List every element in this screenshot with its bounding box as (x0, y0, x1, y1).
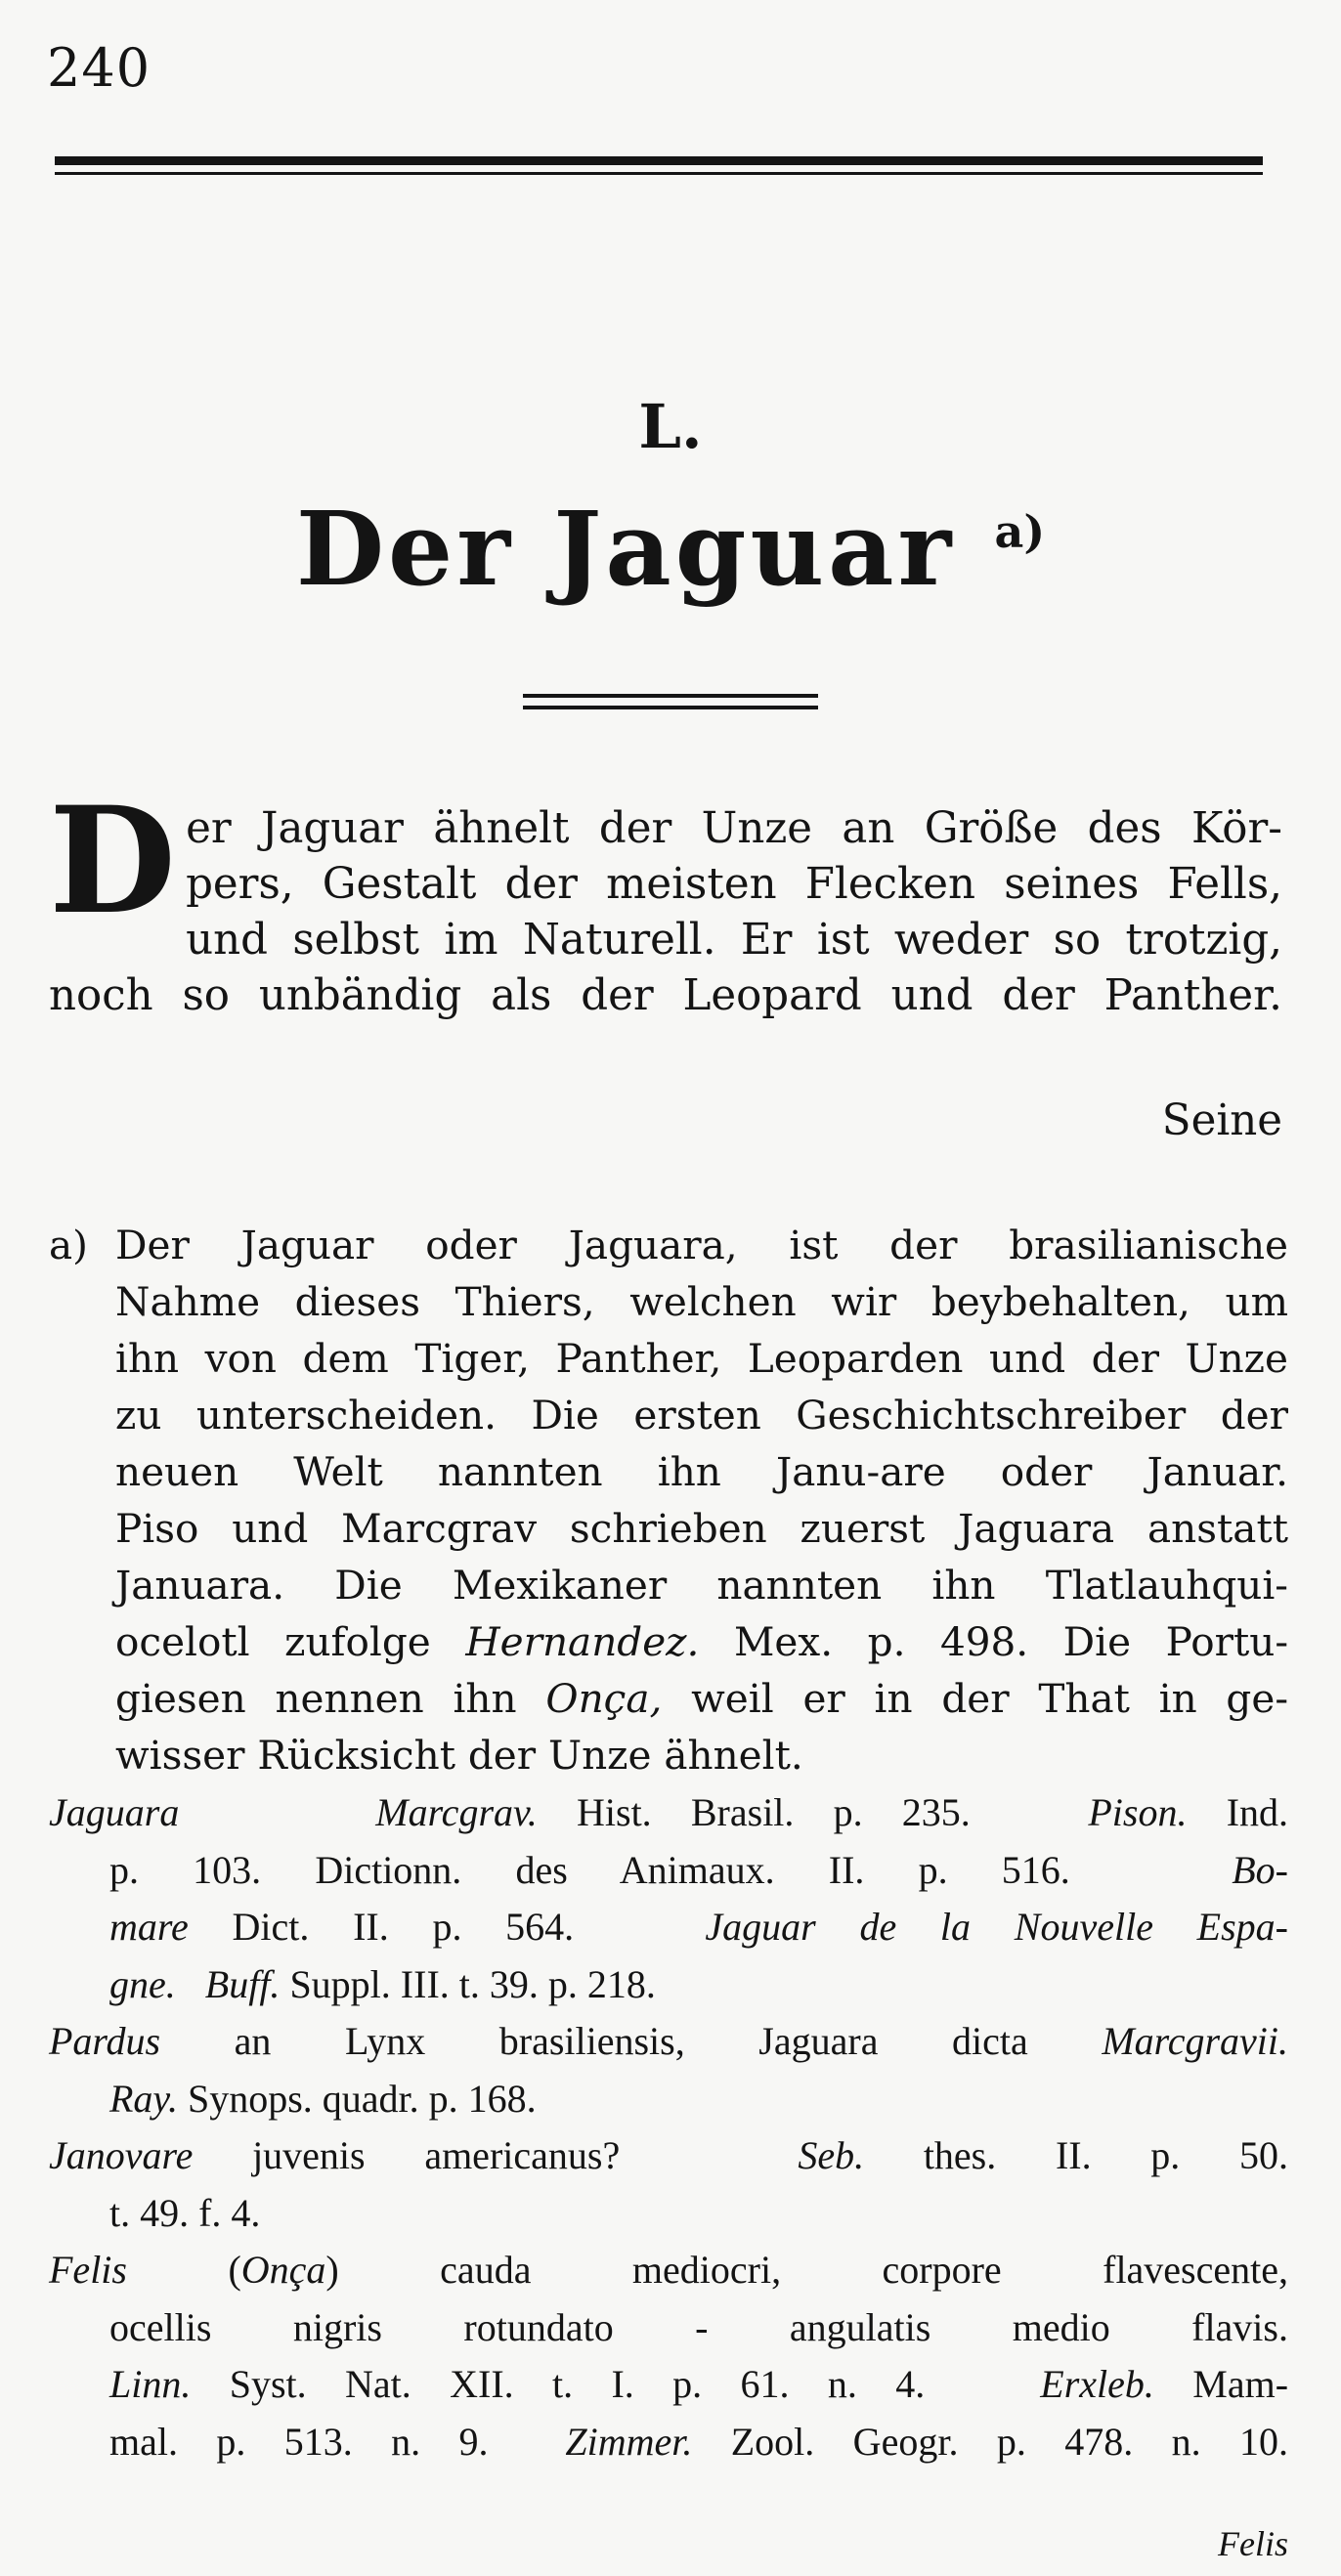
footnote-line: zu unterscheiden. Die ersten Geschichtschreiber der (115, 1392, 1288, 1438)
main-line: pers, Gestalt der meisten Flecken seines Fells, (186, 860, 1282, 909)
footnote-line: Nahme dieses Thiers, welchen wir beybehalten, um (115, 1278, 1288, 1325)
ref-italic: Bo- (1232, 1847, 1289, 1892)
ref-italic: Pardus (49, 2019, 161, 2063)
footnote (49, 1217, 1288, 1783)
reference-list (49, 1784, 1289, 2470)
ref-text: thes. II. p. 50. (923, 2133, 1289, 2177)
ref-text: ) cauda mediocri, corpore flavescente, (325, 2248, 1288, 2292)
ref-text: Hist. Brasil. p. 235. (577, 1790, 971, 1834)
footnote-text: weil er in der That in ge- (691, 1675, 1288, 1722)
footnote-line: Der Jaguar oder Jaguara, ist der brasilianische (115, 1222, 1288, 1268)
ref-italic: Felis (49, 2248, 127, 2292)
chapter-title-text: Der Jaguar (295, 489, 956, 609)
ref-italic: Erxleb. (1040, 2362, 1154, 2406)
ref-italic: Linn. (109, 2362, 192, 2406)
ref-text: juvenis americanus? (252, 2133, 621, 2177)
reference-line: t. 49. f. 4. (109, 2190, 261, 2235)
ref-italic: Zimmer. (565, 2419, 693, 2464)
ref-italic: gne. (109, 1961, 176, 2006)
footer-catchword: Felis (1218, 2524, 1288, 2563)
reference-line (109, 1899, 1288, 1956)
reference-entry (49, 1784, 1289, 2013)
footnote-line: Piso und Marcgrav schrieben zuerst Jaguara anstatt (115, 1505, 1288, 1552)
header-rule-thick (55, 156, 1263, 165)
ref-italic: mare (109, 1905, 189, 1949)
reference-line: ocellis nigris rotundato - angulatis medio flavis. (109, 2304, 1288, 2349)
ref-italic: Ray. (109, 2076, 178, 2121)
reference-line (109, 2071, 1288, 2128)
ref-italic: Seb. (798, 2133, 865, 2177)
ref-text: Ind. (1226, 1790, 1289, 1834)
footnote-line: neuen Welt nannten ihn Janu-are oder Januar. (115, 1448, 1288, 1495)
ref-text: Dict. II. p. 564. (232, 1905, 575, 1949)
footnote-line: ihn von dem Tiger, Panther, Leoparden und der Unze (115, 1335, 1288, 1382)
ref-italic: Marcgrav. (375, 1790, 538, 1834)
reference-line (109, 1842, 1288, 1900)
drop-cap: D (49, 775, 177, 947)
ref-text: Synops. quadr. p. 168. (187, 2076, 537, 2121)
ref-italic: Jaguar de la Nouvelle Espa- (705, 1905, 1288, 1949)
footnote-label: a) (49, 1222, 88, 1268)
ref-italic: Jaguara (49, 1790, 180, 1834)
catchword: Seine (1161, 1096, 1282, 1145)
ref-text: Suppl. III. t. 39. p. 218. (289, 1961, 656, 2006)
reference-line (109, 2356, 1288, 2414)
reference-line (49, 1784, 1288, 1842)
ref-italic: Onça (240, 2248, 326, 2292)
main-line: und selbst im Naturell. Er ist weder so trotzig, (186, 916, 1282, 965)
chapter-title (0, 489, 1341, 609)
ref-text: Syst. Nat. XII. t. I. p. 61. n. 4. (229, 2362, 926, 2406)
ref-italic: Pison. (1088, 1790, 1188, 1834)
footnote-marker: a) (994, 505, 1046, 558)
reference-entry (49, 2242, 1289, 2470)
reference-line (109, 2414, 1288, 2471)
ref-text: Zool. Geogr. p. 478. n. 10. (730, 2419, 1288, 2464)
ref-text: Mam- (1192, 2362, 1289, 2406)
footnote-author: Hernandez. (465, 1618, 700, 1665)
main-line: noch so unbändig als der Leopard und der Panther. (49, 971, 1282, 1020)
reference-line (49, 2127, 1288, 2185)
reference-line (49, 2242, 1288, 2299)
ref-italic: Buff. (204, 1961, 281, 2006)
main-paragraph (49, 775, 1282, 1024)
ref-text: ( (228, 2248, 241, 2292)
footnote-term: Onça, (545, 1675, 663, 1722)
footnote-text: Mex. p. 498. Die Portu- (733, 1618, 1289, 1665)
footnote-line: wisser Rücksicht der Unze ähnelt. (115, 1732, 803, 1779)
header-rule-thin (55, 172, 1263, 175)
ref-italic: Janovare (49, 2133, 194, 2177)
footnote-text: ocelotl zufolge (115, 1618, 431, 1665)
footnote-text: giesen nennen ihn (115, 1675, 517, 1722)
reference-entry (49, 2127, 1289, 2242)
title-rule-lower (523, 706, 818, 709)
footnote-line (115, 1613, 1288, 1670)
page-number: 240 (47, 37, 151, 99)
footnote-line: Januara. Die Mexikaner nannten ihn Tlatlauhqui- (115, 1562, 1288, 1609)
ref-text: mal. p. 513. n. 9. (109, 2419, 489, 2464)
main-line: er Jaguar ähnelt der Unze an Größe des Kör- (186, 804, 1282, 853)
ref-text: p. 103. Dictionn. des Animaux. II. p. 516. (109, 1847, 1070, 1892)
reference-line (49, 2013, 1288, 2071)
reference-entry (49, 2013, 1289, 2127)
footnote-line (115, 1670, 1288, 1727)
chapter-number: L. (638, 391, 703, 462)
ref-italic: Marcgravii. (1102, 2019, 1289, 2063)
title-rule-upper (523, 694, 818, 698)
reference-line (109, 1956, 1288, 2014)
ref-text: an Lynx brasiliensis, Jaguara dicta (234, 2019, 1028, 2063)
